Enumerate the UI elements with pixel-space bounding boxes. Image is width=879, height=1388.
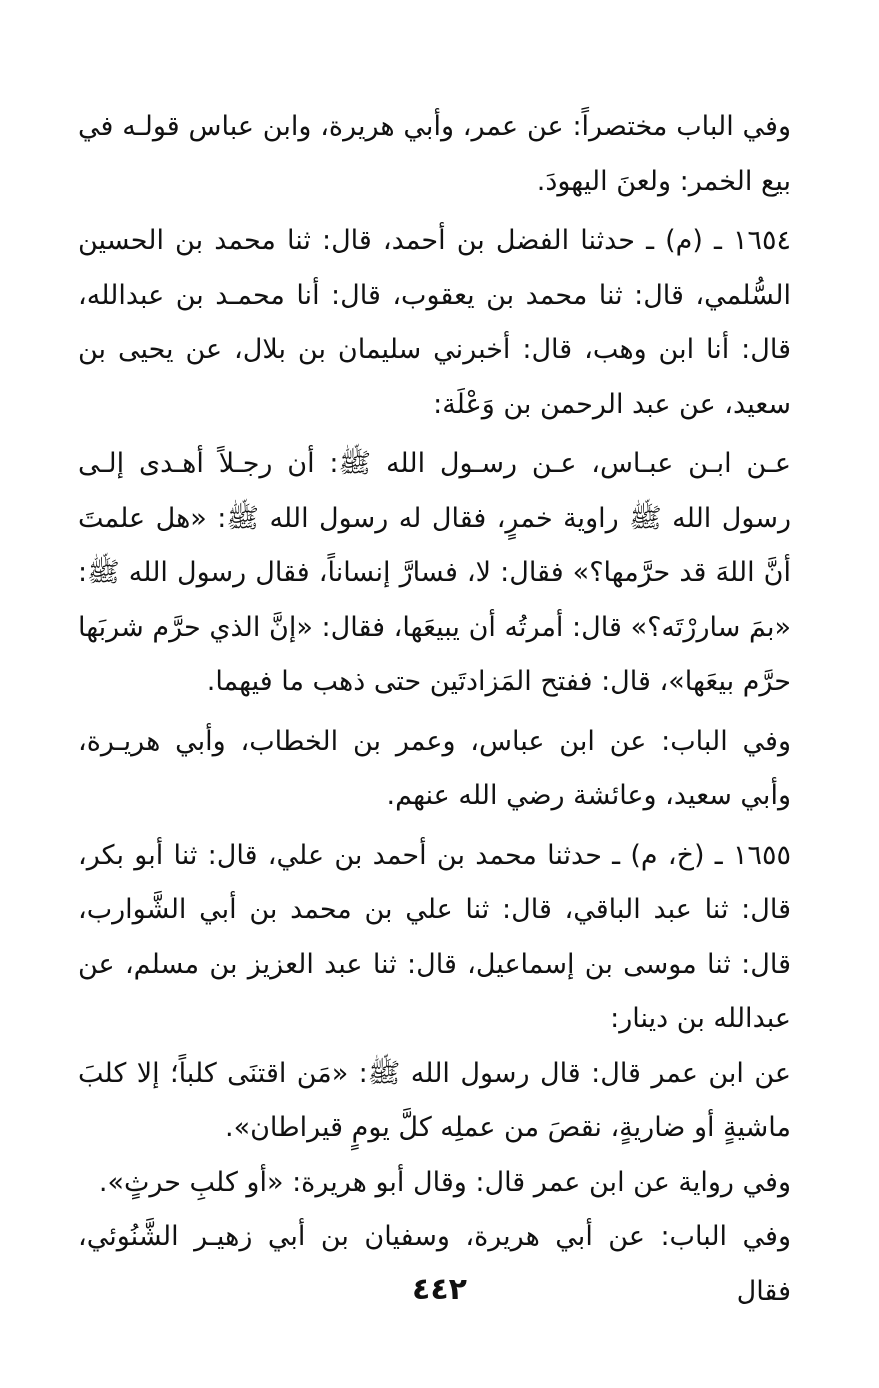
paragraph-hadith-1655: عن ابن عمر قال: قال رسول الله ﷺ: «مَن اقتنَى كلباً؛ إلا كلبَ ماشيةٍ أو ضاريةٍ، نقصَ من عملِه كلَّ يومٍ قيراطان».	[78, 1057, 791, 1143]
paragraph-hadith-1654: عـن ابـن عبـاس، عـن رسـول الله ﷺ: أن رجـلاً أهـدى إلـى رسول الله ﷺ راوية خمرٍ، فقال له رسول الله ﷺ: «هل علمتَ أنَّ اللهَ قد حرَّمها؟» فقال: لا، فسارَّ إنساناً، فقال رسول الله ﷺ: «بمَ ساررْتَه؟» قال: أمرتُه أن يبيعَها، فقال: «إنَّ الذي حرَّم شربَها حرَّم بيعَها»، قال: ففتح المَزادتَين حتى ذهب ما فيهما.	[78, 448, 791, 697]
paragraph-isnad-1655: ١٦٥٥ ـ (خ، م) ـ حدثنا محمد بن أحمد بن علي، قال: ثنا أبو بكر، قال: ثنا عبد الباقي، قال: ثنا علي بن محمد بن أبي الشَّوارب، قال: ثنا موسى بن إسماعيل، قال: ثنا عبد العزيز بن مسلم، عن عبدالله بن دينار:	[78, 839, 791, 1034]
paragraph-bab-1654: وفي الباب: عن ابن عباس، وعمر بن الخطاب، وأبي هريـرة، وأبي سعيد، وعائشة رضي الله عنهم.	[78, 725, 791, 811]
paragraph-riwaya: وفي رواية عن ابن عمر قال: وقال أبو هريرة: «أو كلبِ حرثٍ».	[98, 1166, 791, 1198]
paragraph-bab-1655: وفي الباب: عن أبي هريرة، وسفيان بن أبي زهيـر الشَّنُوئي، فقال	[78, 1221, 791, 1307]
paragraph-isnad-1654: ١٦٥٤ ـ (م) ـ حدثنا الفضل بن أحمد، قال: ثنا محمد بن الحسين السُّلمي، قال: ثنا محمد بن يعقوب، قال: أنا محمـد بن عبدالله، قال: أنا ابن وهب، قال: أخبرني سليمان بن بلال، عن يحيى بن سعيد، عن عبد الرحمن بن وَعْلَة:	[78, 225, 791, 420]
paragraph-bab-summary: وفي الباب مختصراً: عن عمر، وأبي هريرة، وابن عباس قولـه في بيع الخمر: ولعنَ اليهودَ.	[78, 111, 791, 197]
page-body	[78, 100, 791, 1319]
page-number: ٤٤٢	[412, 1272, 467, 1307]
